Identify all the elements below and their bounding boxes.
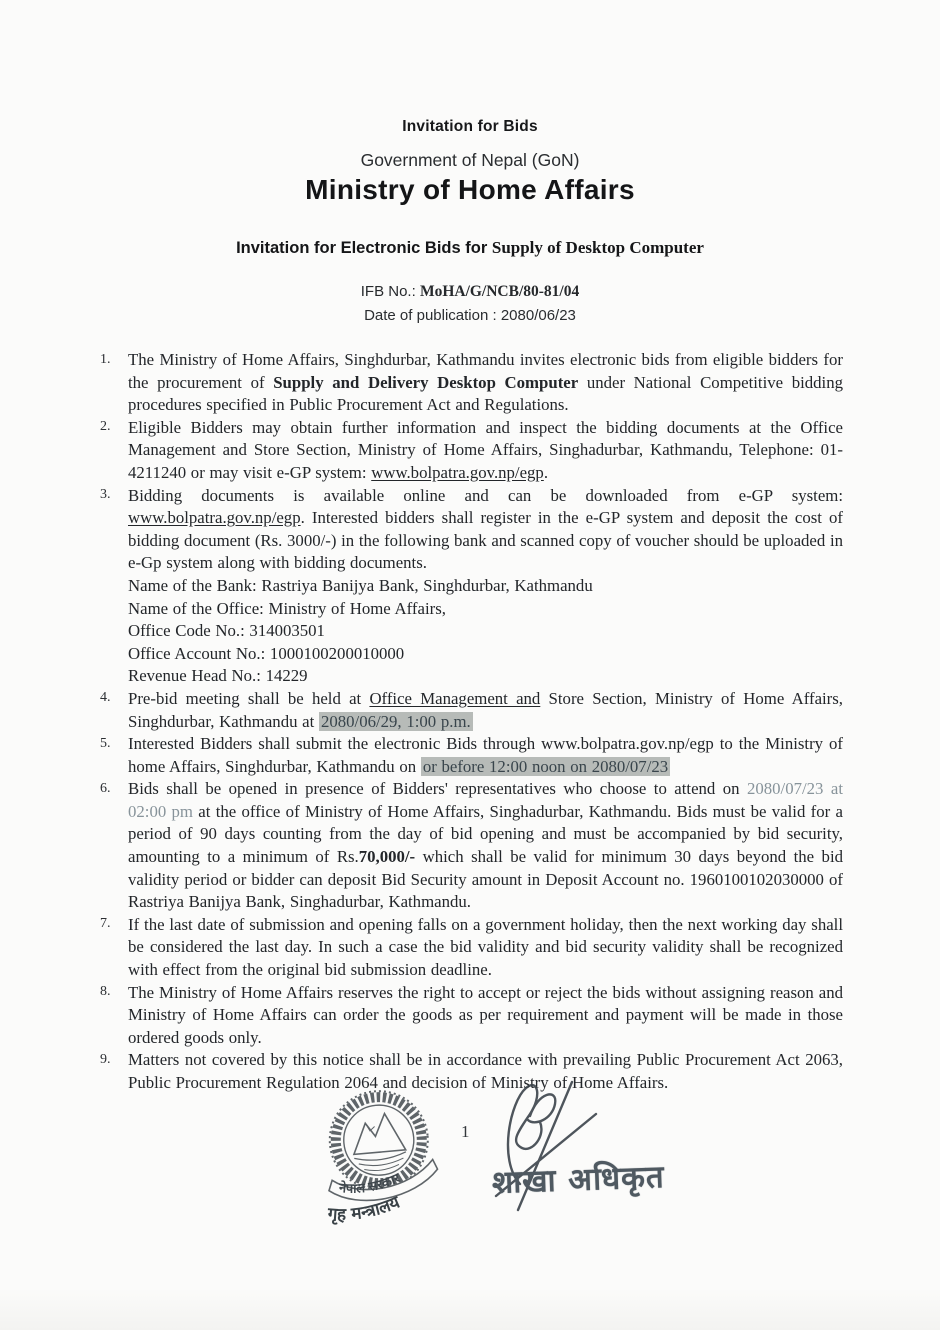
ministry-title: Ministry of Home Affairs <box>305 174 635 205</box>
list-item <box>100 982 843 1050</box>
text-segment: Store Section, Ministry of Home Affairs, Singhdurbar, Kathmandu at <box>128 688 843 731</box>
stamp-line1: नेपाल सरकार <box>338 1171 403 1197</box>
text-segment: If the last date of submission and opening falls on a government holiday, then the next working day shall be considered the last day. In such a case the bid validity and bid security validity shall be recognized with effect from the original bid submission deadline. <box>128 914 843 980</box>
text-segment: Bidding documents is available online and can be downloaded from e-GP system: <box>128 485 843 505</box>
list-item <box>100 417 843 485</box>
list-item <box>100 349 843 417</box>
list-item-number: 1. <box>100 351 111 367</box>
ifb-label: IFB No.: <box>360 283 420 300</box>
list-item-text <box>128 914 843 982</box>
highlighted-text: or before 12:00 noon on 2080/07/23 <box>422 756 669 776</box>
bid-list <box>100 349 843 1095</box>
subtitle-subject: Supply of Desktop Computer <box>491 238 704 257</box>
text-segment: The Ministry of Home Affairs, Singhdurbar, Kathmandu invites electronic bids from eligible bidders for the procurement of <box>128 350 843 392</box>
ifb-number-line <box>0 283 940 301</box>
list-item-number: 2. <box>100 419 111 435</box>
list-item-number: 6. <box>100 780 111 796</box>
list-item <box>100 688 843 733</box>
text-segment: Bids shall be opened in presence of Bidders' representatives who choose to attend on <box>128 779 747 799</box>
stamp-line2: गृह मन्त्रालय <box>327 1192 403 1225</box>
text-segment: under National Competitive bidding procedures specified in Public Procurement Act and Regulations. <box>128 372 843 415</box>
list-item-text <box>128 982 843 1050</box>
list-item-text <box>128 417 843 485</box>
list-item-text <box>128 349 843 417</box>
text-segment: Revenue Head No.: 14229 <box>128 666 308 686</box>
publication-date-line: Date of publication : 2080/06/23 <box>364 307 576 324</box>
signature-title: शाखा अधिकृत <box>491 1158 666 1201</box>
highlighted-text: 2080/06/29, 1:00 p.m. <box>320 711 471 731</box>
text-segment: The Ministry of Home Affairs reserves the right to accept or reject the bids without assigning reason and Ministry of Home Affairs can order the goods as per requirement and payment will be made in those ordered goods only. <box>128 982 843 1047</box>
document-kicker: Invitation for Bids <box>402 118 538 135</box>
list-item-number: 7. <box>100 916 111 932</box>
text-segment: 2080/07/23 at 02:00 pm <box>128 779 843 821</box>
list-item-number: 9. <box>100 1051 111 1067</box>
list-item-number: 8. <box>100 984 111 1000</box>
list-item-number: 3. <box>100 487 111 503</box>
text-segment: Pre-bid meeting shall be held at <box>128 688 370 708</box>
page-number: 1 <box>461 1122 470 1141</box>
list-item <box>100 778 843 914</box>
underlined-text: Office Management and <box>369 688 541 708</box>
list-item <box>100 485 843 688</box>
list-item <box>100 733 843 778</box>
text-segment: 70,000/- <box>358 847 416 867</box>
list-item-text <box>128 733 843 778</box>
government-line: Government of Nepal (GoN) <box>360 150 580 170</box>
text-segment: Name of the Office: Ministry of Home Affairs, <box>128 598 446 618</box>
text-segment: . <box>543 462 549 482</box>
text-segment: Interested Bidders shall submit the electronic Bids through www.bolpatra.gov.np/egp to the Ministry of home Affairs, Singhdurbar, Kathmandu on <box>128 734 843 776</box>
text-segment: Eligible Bidders may obtain further information and inspect the bidding documents at the Office Management and Store Section, Ministry of Home Affairs, Singhadurbar, Kathmandu, Telephone: 01-4211240 or may visit e-GP system: <box>128 417 843 482</box>
text-segment: . Interested bidders shall register in the e-GP system and deposit the cost of bidding document (Rs. 3000/-) in the following bank and scanned copy of voucher should be uploaded in e-Gp system along with bidding documents. <box>128 508 844 573</box>
text-segment: Name of the Bank: Rastriya Banijya Bank, Singhdurbar, Kathmandu <box>128 575 593 595</box>
text-segment: at the office of Ministry of Home Affairs, Singhadurbar, Kathmandu. Bids must be valid for a period of 90 days counting from the day of bid opening and must be accompanied by bid security, amounting to a minimum of Rs. <box>128 801 843 867</box>
list-item <box>100 914 843 982</box>
underlined-text: www.bolpatra.gov.np/egp <box>371 462 544 482</box>
list-item-text <box>128 485 843 688</box>
government-stamp-emblem <box>316 1084 446 1226</box>
ifb-number: MoHA/G/NCB/80-81/04 <box>419 283 580 300</box>
list-item-number: 5. <box>100 735 111 751</box>
text-segment: Office Code No.: 314003501 <box>128 621 325 641</box>
invitation-subtitle <box>0 238 940 258</box>
list-item-text <box>128 688 843 733</box>
document-header <box>0 0 940 324</box>
subtitle-prefix: Invitation for Electronic Bids for <box>236 239 492 257</box>
text-segment: Matters not covered by this notice shall be in accordance with prevailing Public Procurement Act 2063, Public Procurement Regulation 2064 and decision of Ministry of Home Affairs. <box>128 1050 843 1092</box>
text-segment: Supply and Delivery Desktop Computer <box>273 372 579 392</box>
text-segment: which shall be valid for minimum 30 days beyond the bid validity period or bidder can deposit Bid Security amount in Deposit Account no. 1960100102030000 of Rastriya Banijya Bank, Singhadurbar, Kathmandu. <box>128 847 843 912</box>
list-item-text <box>128 778 843 914</box>
underlined-text: www.bolpatra.gov.np/egp <box>128 508 301 528</box>
list-item-number: 4. <box>100 690 111 706</box>
text-segment: Office Account No.: 1000100200010000 <box>128 643 405 663</box>
